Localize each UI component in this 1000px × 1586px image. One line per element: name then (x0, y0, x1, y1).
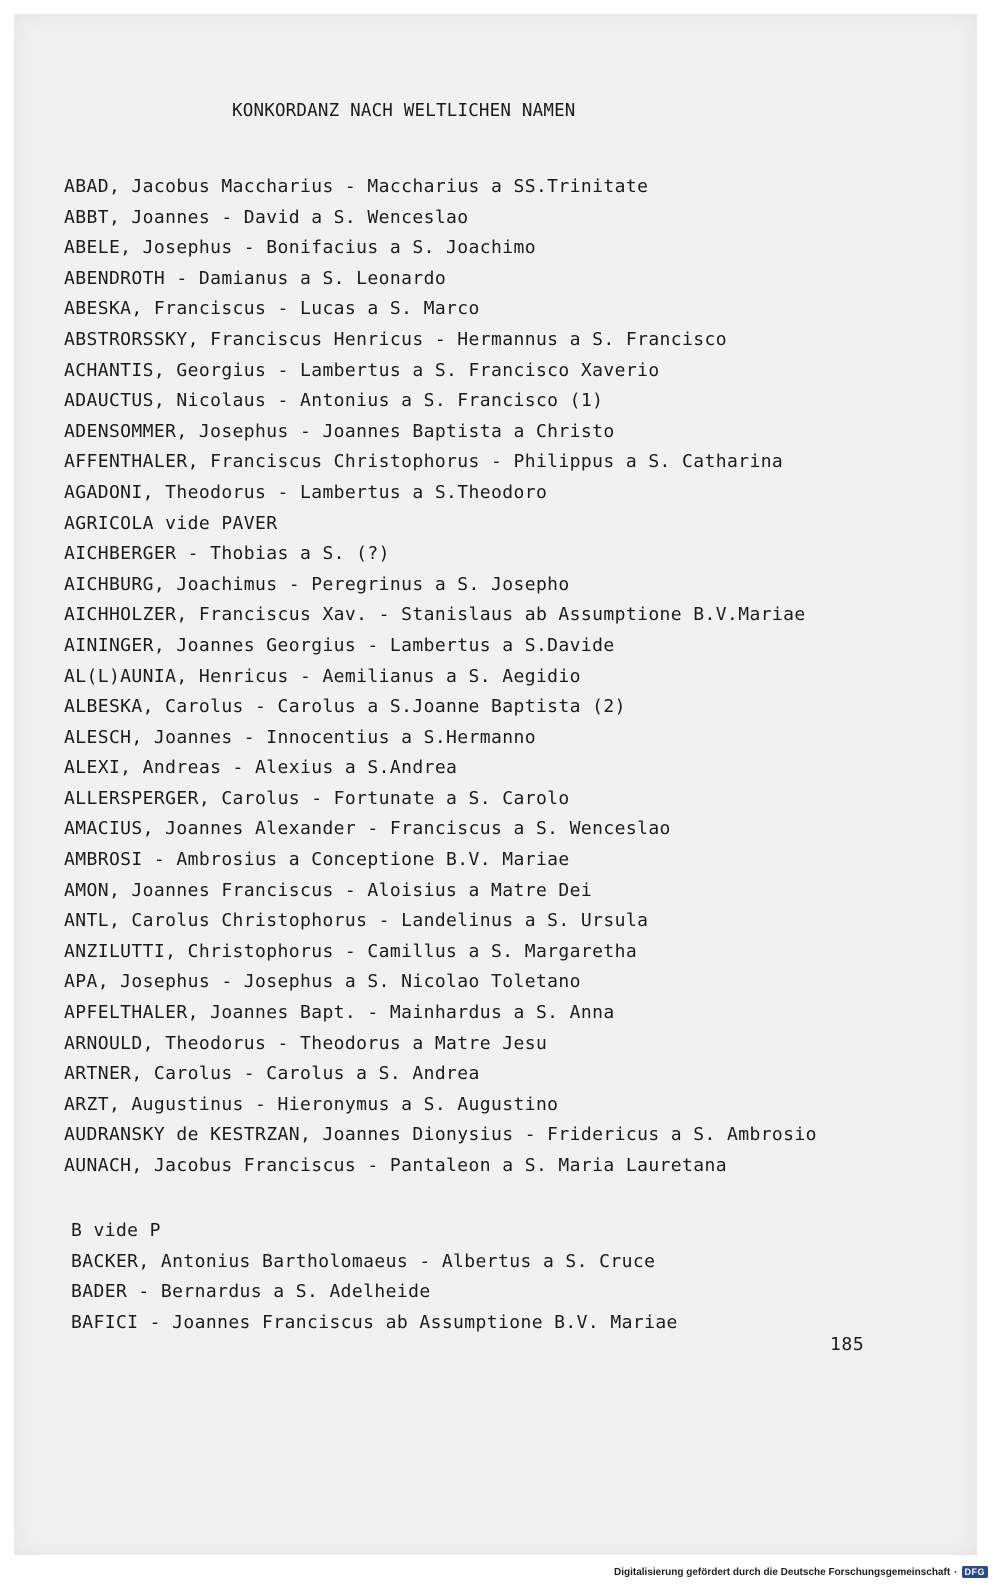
list-item: ARNOULD, Theodorus - Theodorus a Matre Jesu (64, 1032, 548, 1054)
list-item: ALESCH, Joannes - Innocentius a S.Hermanno (64, 726, 536, 748)
list-item: AGADONI, Theodorus - Lambertus a S.Theodoro (64, 481, 548, 503)
list-item: BACKER, Antonius Bartholomaeus - Albertus a S. Cruce (71, 1250, 656, 1272)
list-item: AICHHOLZER, Franciscus Xav. - Stanislaus ab Assumptione B.V.Mariae (64, 604, 806, 626)
funding-note: Digitalisierung gefördert durch die Deutsche Forschungsgemeinschaft (613, 1566, 951, 1578)
list-item: ACHANTIS, Georgius - Lambertus a S. Francisco Xaverio (64, 359, 660, 381)
list-item: ARTNER, Carolus - Carolus a S. Andrea (64, 1063, 480, 1085)
list-item: ALLERSPERGER, Carolus - Fortunate a S. Carolo (64, 787, 570, 809)
list-item: ALBESKA, Carolus - Carolus a S.Joanne Baptista (2) (64, 696, 626, 718)
concordance-list-a (64, 172, 817, 1182)
list-item: ABAD, Jacobus Maccharius - Maccharius a SS.Trinitate (64, 176, 649, 197)
list-item: ABBT, Joannes - David a S. Wenceslao (64, 206, 469, 228)
list-item: ABENDROTH - Damianus a S. Leonardo (64, 267, 447, 289)
list-item: ANZILUTTI, Christophorus - Camillus a S. Margaretha (64, 940, 638, 962)
list-item: ADENSOMMER, Josephus - Joannes Baptista a Christo (64, 420, 615, 442)
concordance-list-b (71, 1216, 678, 1338)
list-item: AININGER, Joannes Georgius - Lambertus a S.Davide (64, 634, 615, 656)
list-item: BAFICI - Joannes Franciscus ab Assumptione B.V. Mariae (71, 1311, 678, 1333)
list-item: AMON, Joannes Franciscus - Aloisius a Matre Dei (64, 879, 593, 901)
list-item: AMACIUS, Joannes Alexander - Franciscus a S. Wenceslao (64, 818, 671, 840)
list-item: ABELE, Josephus - Bonifacius a S. Joachimo (64, 237, 536, 259)
list-item: ALEXI, Andreas - Alexius a S.Andrea (64, 757, 458, 779)
list-item: AUDRANSKY de KESTRZAN, Joannes Dionysius - Fridericus a S. Ambrosio (64, 1124, 817, 1146)
funding-footer: Digitalisierung gefördert durch die Deutsche Forschungsgemeinschaft · DFG (614, 1566, 988, 1578)
list-item: AGRICOLA vide PAVER (64, 512, 278, 534)
list-item: ABESKA, Franciscus - Lucas a S. Marco (64, 298, 480, 320)
list-item: AUNACH, Jacobus Franciscus - Pantaleon a S. Maria Lauretana (64, 1155, 727, 1176)
list-item: ARZT, Augustinus - Hieronymus a S. Augustino (64, 1093, 559, 1115)
list-item: AFFENTHALER, Franciscus Christophorus - Philippus a S. Catharina (64, 451, 784, 473)
dfg-logo: DFG (962, 1566, 989, 1578)
list-item: ADAUCTUS, Nicolaus - Antonius a S. Francisco (1) (64, 390, 604, 412)
list-item: AMBROSI - Ambrosius a Conceptione B.V. Mariae (64, 849, 570, 871)
list-item: AICHBURG, Joachimus - Peregrinus a S. Josepho (64, 573, 570, 595)
page-title: KONKORDANZ NACH WELTLICHEN NAMEN (232, 101, 576, 121)
list-item: B vide P (71, 1220, 161, 1241)
list-item: ABSTRORSSKY, Franciscus Henricus - Hermannus a S. Francisco (64, 328, 727, 350)
list-item: ANTL, Carolus Christophorus - Landelinus a S. Ursula (64, 910, 649, 932)
list-item: AICHBERGER - Thobias a S. (?) (64, 543, 390, 565)
list-item: APA, Josephus - Josephus a S. Nicolao Toletano (64, 971, 581, 993)
list-item: BADER - Bernardus a S. Adelheide (71, 1281, 431, 1303)
list-item: AL(L)AUNIA, Henricus - Aemilianus a S. Aegidio (64, 665, 581, 687)
list-item: APFELTHALER, Joannes Bapt. - Mainhardus a S. Anna (64, 1002, 615, 1024)
page-number: 185 (830, 1334, 865, 1355)
